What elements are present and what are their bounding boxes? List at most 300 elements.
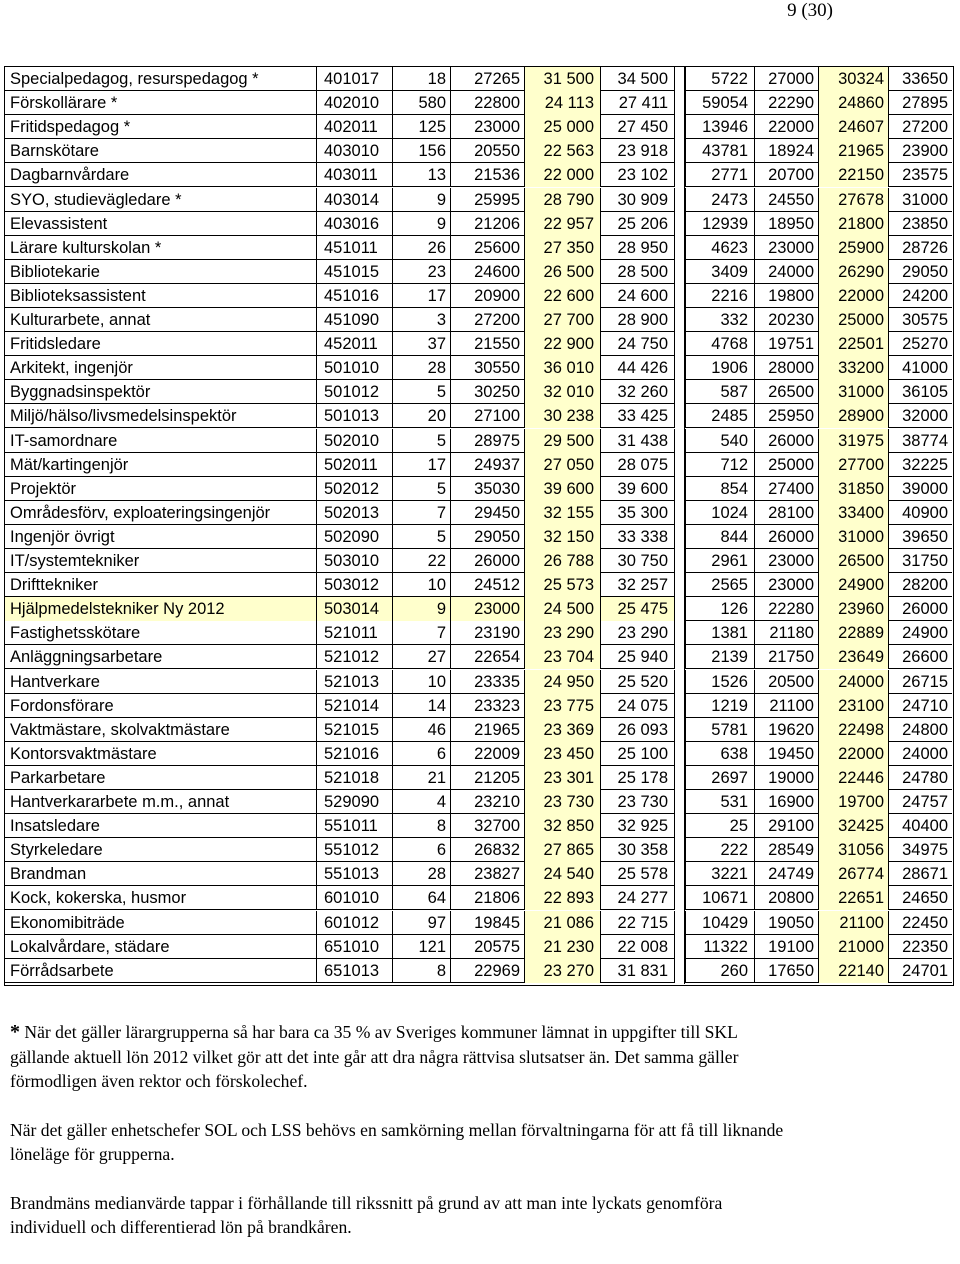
cell-occupation: Fritidsledare: [5, 332, 317, 356]
cell-col-3: 25600: [451, 236, 525, 260]
cell-col-7: 24550: [755, 188, 819, 212]
cell-col-8: 21800: [819, 212, 889, 236]
cell-occupation: IT-samordnare: [5, 429, 317, 453]
cell-count: 27: [393, 645, 451, 669]
cell-col-3: 22800: [451, 91, 525, 115]
cell-occupation: Insatsledare: [5, 814, 317, 838]
cell-col-3: 20550: [451, 139, 525, 163]
cell-col-5: 27 450: [601, 115, 675, 139]
cell-col-7: 19751: [755, 332, 819, 356]
cell-col-7: 19050: [755, 911, 819, 935]
cell-col-4: 23 775: [525, 694, 601, 718]
cell-col-3: 28975: [451, 429, 525, 453]
cell-col-9: 24757: [902, 793, 948, 811]
cell-col-7: 20230: [755, 308, 819, 332]
cell-col-5: 27 411: [601, 91, 675, 115]
cell-code: 451015: [317, 260, 393, 284]
cell-col-5: 25 206: [601, 212, 675, 236]
cell-col-8: 28900: [819, 404, 889, 428]
cell-col-9: 38774: [902, 431, 948, 450]
cell-col-4: 30 238: [525, 404, 601, 428]
cell-col-7: 27400: [755, 477, 819, 501]
cell-col-3: 26832: [451, 838, 525, 862]
cell-count: 5: [393, 525, 451, 549]
cell-col-7: 22280: [755, 597, 819, 621]
cell-col-7: 20800: [755, 886, 819, 910]
cell-col-8: 30324: [819, 67, 889, 91]
cell-occupation: Förskollärare *: [5, 91, 317, 115]
cell-col-3: 22009: [451, 742, 525, 766]
cell-col-5: 32 260: [601, 380, 675, 404]
cell-col-7: 21750: [755, 645, 819, 669]
cell-code: 651010: [317, 935, 393, 959]
cell-col-3: 21965: [451, 718, 525, 742]
cell-code: 601012: [317, 911, 393, 935]
table-row: [5, 163, 952, 187]
note-teachers-text: När det gäller lärargrupperna så har bara ca 35 % av Sveriges kommuner lämnat in uppgifter till SKL gällande aktuell lön 2012 vilket gör att det inte går att dra några rättvisa slutsatser än. Det samma gäller förmodligen även rektor och förskolechef.: [10, 1022, 739, 1091]
cell-col-6: 3409: [685, 260, 755, 284]
cell-col-4: 22 900: [525, 332, 601, 356]
cell-col-9: 23900: [902, 142, 948, 161]
cell-col-6: 2485: [685, 404, 755, 428]
cell-col-3: 21206: [451, 212, 525, 236]
cell-col-4: 25 573: [525, 573, 601, 597]
cell-col-5: 30 750: [601, 549, 675, 573]
table-row: [5, 742, 952, 766]
cell-code: 501010: [317, 356, 393, 380]
cell-col-9: 24000: [902, 744, 948, 763]
table-row: [5, 501, 952, 525]
cell-col-6: 540: [685, 429, 755, 453]
cell-col-5: 26 093: [601, 718, 675, 742]
cell-col-5: 32 925: [601, 814, 675, 838]
cell-col-4: 24 500: [525, 597, 601, 621]
cell-code: 529090: [317, 790, 393, 814]
cell-col-9: 39000: [902, 479, 948, 498]
asterisk: *: [10, 1021, 20, 1043]
cell-count: 46: [393, 718, 451, 742]
cell-count: 37: [393, 332, 451, 356]
cell-col-6: 2216: [685, 284, 755, 308]
cell-col-3: 23335: [451, 670, 525, 694]
table-row: [5, 356, 952, 380]
cell-col-9: 33650: [902, 70, 948, 88]
cell-col-8: 31056: [819, 838, 889, 862]
cell-col-8: 24860: [819, 91, 889, 115]
cell-col-6: 260: [685, 959, 755, 983]
cell-col-4: 21 230: [525, 935, 601, 959]
cell-count: 7: [393, 621, 451, 645]
cell-col-9: 39650: [902, 527, 948, 546]
cell-count: 14: [393, 694, 451, 718]
cell-col-6: 43781: [685, 139, 755, 163]
table-row: [5, 115, 952, 139]
cell-col-5: 32 257: [601, 573, 675, 597]
cell-col-6: 2961: [685, 549, 755, 573]
table-row: [5, 212, 952, 236]
cell-col-5: 31 438: [601, 429, 675, 453]
cell-col-7: 26000: [755, 429, 819, 453]
cell-col-9: 32225: [902, 455, 948, 474]
cell-col-5: 24 600: [601, 284, 675, 308]
cell-code: 521016: [317, 742, 393, 766]
cell-col-7: 21180: [755, 621, 819, 645]
cell-col-3: 21536: [451, 163, 525, 187]
cell-occupation: Arkitekt, ingenjör: [5, 356, 317, 380]
cell-col-3: 29050: [451, 525, 525, 549]
cell-col-9: 32000: [902, 407, 948, 426]
cell-col-5: 23 102: [601, 163, 675, 187]
table-row: [5, 645, 952, 669]
cell-col-8: 24607: [819, 115, 889, 139]
cell-col-4: 36 010: [525, 356, 601, 380]
cell-col-4: 22 600: [525, 284, 601, 308]
cell-occupation: Parkarbetare: [5, 766, 317, 790]
cell-count: 6: [393, 838, 451, 862]
cell-col-8: 31975: [819, 429, 889, 453]
cell-col-6: 2565: [685, 573, 755, 597]
cell-col-9: 40400: [902, 817, 948, 836]
cell-col-4: 24 540: [525, 862, 601, 886]
table-row: [5, 284, 952, 308]
table-row: [5, 429, 952, 453]
cell-occupation: Drifttekniker: [5, 573, 317, 597]
cell-col-6: 2473: [685, 188, 755, 212]
cell-col-5: 34 500: [601, 67, 675, 91]
cell-col-7: 21100: [755, 694, 819, 718]
cell-occupation: Hjälpmedelstekniker Ny 2012: [5, 597, 317, 621]
cell-occupation: Biblioteksassistent: [5, 284, 317, 308]
table-row: [5, 886, 952, 910]
cell-code: 521012: [317, 645, 393, 669]
cell-count: 8: [393, 959, 451, 983]
cell-code: 503014: [317, 597, 393, 621]
cell-col-4: 22 893: [525, 886, 601, 910]
cell-col-5: 33 425: [601, 404, 675, 428]
cell-code: 601010: [317, 886, 393, 910]
cell-col-7: 19800: [755, 284, 819, 308]
cell-count: 28: [393, 862, 451, 886]
table-row: [5, 380, 952, 404]
cell-code: 521015: [317, 718, 393, 742]
cell-col-9: 24800: [902, 720, 948, 739]
cell-col-3: 22654: [451, 645, 525, 669]
cell-col-4: 25 000: [525, 115, 601, 139]
cell-col-6: 3221: [685, 862, 755, 886]
cell-code: 403014: [317, 188, 393, 212]
cell-col-7: 23000: [755, 549, 819, 573]
cell-col-7: 20500: [755, 670, 819, 694]
cell-code: 402011: [317, 115, 393, 139]
cell-col-6: 25: [685, 814, 755, 838]
cell-occupation: Lokalvårdare, städare: [5, 935, 317, 959]
cell-col-9: 36105: [902, 383, 948, 402]
cell-col-7: 28100: [755, 501, 819, 525]
cell-col-4: 32 010: [525, 380, 601, 404]
cell-count: 17: [393, 284, 451, 308]
table-row: [5, 959, 952, 983]
cell-col-6: 126: [685, 597, 755, 621]
table-row: [5, 670, 952, 694]
cell-col-5: 23 730: [601, 790, 675, 814]
cell-occupation: Fastighetsskötare: [5, 621, 317, 645]
cell-col-8: 31000: [819, 525, 889, 549]
cell-col-6: 222: [685, 838, 755, 862]
cell-col-4: 23 270: [525, 959, 601, 983]
table-row: [5, 694, 952, 718]
cell-col-5: 23 290: [601, 621, 675, 645]
cell-col-5: 22 715: [601, 911, 675, 935]
cell-count: 9: [393, 212, 451, 236]
cell-col-9: 31750: [902, 552, 948, 570]
cell-col-8: 24000: [819, 670, 889, 694]
cell-col-7: 26500: [755, 380, 819, 404]
cell-code: 521018: [317, 766, 393, 790]
cell-col-4: 28 790: [525, 188, 601, 212]
cell-code: 401017: [317, 67, 393, 91]
table-row: [5, 790, 952, 814]
cell-count: 156: [393, 139, 451, 163]
cell-col-7: 28000: [755, 356, 819, 380]
cell-col-4: 31 500: [525, 67, 601, 91]
cell-count: 5: [393, 380, 451, 404]
cell-code: 502012: [317, 477, 393, 501]
cell-col-3: 27100: [451, 404, 525, 428]
cell-col-6: 10671: [685, 886, 755, 910]
cell-occupation: Brandman: [5, 862, 317, 886]
cell-col-6: 10429: [685, 911, 755, 935]
cell-count: 97: [393, 911, 451, 935]
cell-col-4: 23 301: [525, 766, 601, 790]
cell-col-3: 30250: [451, 380, 525, 404]
cell-col-8: 32425: [819, 814, 889, 838]
cell-col-3: 29450: [451, 501, 525, 525]
cell-col-5: 28 075: [601, 453, 675, 477]
salary-table: [4, 66, 954, 986]
cell-col-5: 24 750: [601, 332, 675, 356]
cell-col-7: 19000: [755, 766, 819, 790]
cell-col-4: 24 113: [525, 91, 601, 115]
cell-col-9: 28671: [902, 865, 948, 884]
cell-code: 403010: [317, 139, 393, 163]
table-row: [5, 477, 952, 501]
cell-col-8: 33200: [819, 356, 889, 380]
table-row: [5, 597, 952, 621]
cell-occupation: Dagbarnvårdare: [5, 163, 317, 187]
cell-col-8: 23100: [819, 694, 889, 718]
cell-code: 502090: [317, 525, 393, 549]
cell-code: 521011: [317, 621, 393, 645]
cell-col-6: 11322: [685, 935, 755, 959]
cell-col-4: 22 000: [525, 163, 601, 187]
cell-col-6: 587: [685, 380, 755, 404]
cell-col-9: 24900: [902, 624, 948, 643]
cell-col-5: 28 950: [601, 236, 675, 260]
note-unit-managers: När det gäller enhetschefer SOL och LSS behövs en samkörning mellan förvaltningarna för att få till liknande löneläge för grupperna.: [10, 1119, 784, 1164]
table-row: [5, 139, 952, 163]
cell-code: 551013: [317, 862, 393, 886]
cell-col-4: 22 563: [525, 139, 601, 163]
cell-col-8: 22000: [819, 284, 889, 308]
cell-col-3: 27265: [451, 67, 525, 91]
cell-col-6: 531: [685, 790, 755, 814]
cell-col-7: 26000: [755, 525, 819, 549]
cell-code: 503010: [317, 549, 393, 573]
cell-col-8: 21000: [819, 935, 889, 959]
cell-col-7: 20700: [755, 163, 819, 187]
cell-col-8: 21100: [819, 911, 889, 935]
cell-col-3: 23210: [451, 790, 525, 814]
cell-code: 551012: [317, 838, 393, 862]
cell-col-9: 41000: [902, 359, 948, 378]
cell-col-5: 28 500: [601, 260, 675, 284]
page-number: 9 (30): [787, 0, 833, 21]
cell-col-9: 24780: [902, 768, 948, 787]
cell-col-9: 27895: [902, 94, 948, 113]
cell-col-5: 25 940: [601, 645, 675, 669]
cell-col-8: 21965: [819, 139, 889, 163]
note-teachers: [10, 1020, 800, 1094]
cell-code: 503012: [317, 573, 393, 597]
cell-code: 651013: [317, 959, 393, 983]
cell-col-7: 18950: [755, 212, 819, 236]
cell-col-8: 19700: [819, 790, 889, 814]
cell-col-3: 24937: [451, 453, 525, 477]
cell-col-8: 22501: [819, 332, 889, 356]
cell-col-6: 854: [685, 477, 755, 501]
cell-col-9: 30575: [902, 311, 948, 329]
notes: [10, 1020, 800, 1264]
cell-occupation: IT/systemtekniker: [5, 549, 317, 573]
cell-count: 7: [393, 501, 451, 525]
cell-count: 26: [393, 236, 451, 260]
cell-col-7: 22000: [755, 115, 819, 139]
cell-occupation: Mät/kartingenjör: [5, 453, 317, 477]
cell-col-4: 27 050: [525, 453, 601, 477]
cell-col-8: 22140: [819, 959, 889, 983]
cell-col-9: 27200: [902, 118, 948, 137]
cell-col-4: 29 500: [525, 429, 601, 453]
cell-count: 10: [393, 670, 451, 694]
cell-occupation: Ingenjör övrigt: [5, 525, 317, 549]
cell-col-4: 23 290: [525, 621, 601, 645]
cell-col-9: 24650: [902, 889, 948, 908]
cell-code: 501012: [317, 380, 393, 404]
cell-count: 9: [393, 597, 451, 621]
table-row: [5, 236, 952, 260]
cell-col-4: 23 704: [525, 645, 601, 669]
cell-col-7: 22290: [755, 91, 819, 115]
cell-col-6: 1526: [685, 670, 755, 694]
cell-col-8: 22651: [819, 886, 889, 910]
cell-col-8: 22150: [819, 163, 889, 187]
cell-col-3: 25995: [451, 188, 525, 212]
cell-col-3: 19845: [451, 911, 525, 935]
cell-code: 502011: [317, 453, 393, 477]
cell-col-5: 33 338: [601, 525, 675, 549]
cell-col-4: 27 865: [525, 838, 601, 862]
cell-col-8: 23649: [819, 645, 889, 669]
cell-col-8: 25000: [819, 308, 889, 332]
cell-col-7: 27000: [755, 67, 819, 91]
cell-col-4: 39 600: [525, 477, 601, 501]
table-row: [5, 549, 952, 573]
cell-col-8: 31850: [819, 477, 889, 501]
cell-col-5: 24 277: [601, 886, 675, 910]
cell-code: 501013: [317, 404, 393, 428]
cell-count: 13: [393, 163, 451, 187]
table-row: [5, 67, 952, 91]
cell-col-4: 23 730: [525, 790, 601, 814]
cell-count: 8: [393, 814, 451, 838]
cell-col-6: 2139: [685, 645, 755, 669]
table-row: [5, 766, 952, 790]
cell-col-6: 5722: [685, 67, 755, 91]
cell-occupation: Bibliotekarie: [5, 260, 317, 284]
table-row: [5, 573, 952, 597]
cell-col-9: 23850: [902, 214, 948, 233]
cell-col-9: 25270: [902, 335, 948, 354]
cell-col-7: 19450: [755, 742, 819, 766]
cell-count: 20: [393, 404, 451, 428]
cell-col-9: 24701: [902, 961, 948, 980]
cell-occupation: Kulturarbete, annat: [5, 308, 317, 332]
cell-col-5: 23 918: [601, 139, 675, 163]
cell-col-5: 25 520: [601, 670, 675, 694]
table-row: [5, 453, 952, 477]
cell-col-8: 27700: [819, 453, 889, 477]
cell-col-4: 24 950: [525, 670, 601, 694]
cell-col-5: 25 100: [601, 742, 675, 766]
cell-count: 6: [393, 742, 451, 766]
cell-col-8: 26500: [819, 549, 889, 573]
cell-occupation: Kontorsvaktmästare: [5, 742, 317, 766]
column-gap: [675, 67, 685, 984]
cell-occupation: Fordonsförare: [5, 694, 317, 718]
cell-col-6: 13946: [685, 115, 755, 139]
cell-occupation: Projektör: [5, 477, 317, 501]
cell-col-4: 27 350: [525, 236, 601, 260]
cell-col-3: 26000: [451, 549, 525, 573]
cell-col-6: 1381: [685, 621, 755, 645]
cell-col-9: 28726: [902, 238, 948, 257]
table-row: [5, 814, 952, 838]
cell-col-4: 32 155: [525, 501, 601, 525]
cell-col-4: 27 700: [525, 308, 601, 332]
cell-col-8: 23960: [819, 597, 889, 621]
cell-col-8: 22498: [819, 718, 889, 742]
cell-col-3: 21806: [451, 886, 525, 910]
cell-col-9: 26000: [902, 600, 948, 619]
table-row: [5, 404, 952, 428]
cell-col-5: 28 900: [601, 308, 675, 332]
cell-col-7: 25950: [755, 404, 819, 428]
table-row: [5, 911, 952, 935]
cell-col-3: 23000: [451, 115, 525, 139]
cell-occupation: Barnskötare: [5, 139, 317, 163]
cell-col-5: 24 075: [601, 694, 675, 718]
cell-code: 403011: [317, 163, 393, 187]
cell-col-9: 29050: [902, 262, 948, 281]
cell-col-4: 26 500: [525, 260, 601, 284]
cell-col-4: 32 850: [525, 814, 601, 838]
cell-col-7: 16900: [755, 790, 819, 814]
cell-col-9: 24200: [902, 286, 948, 305]
table-row: [5, 91, 952, 115]
cell-occupation: Styrkeledare: [5, 838, 317, 862]
cell-code: 403016: [317, 212, 393, 236]
cell-count: 64: [393, 886, 451, 910]
